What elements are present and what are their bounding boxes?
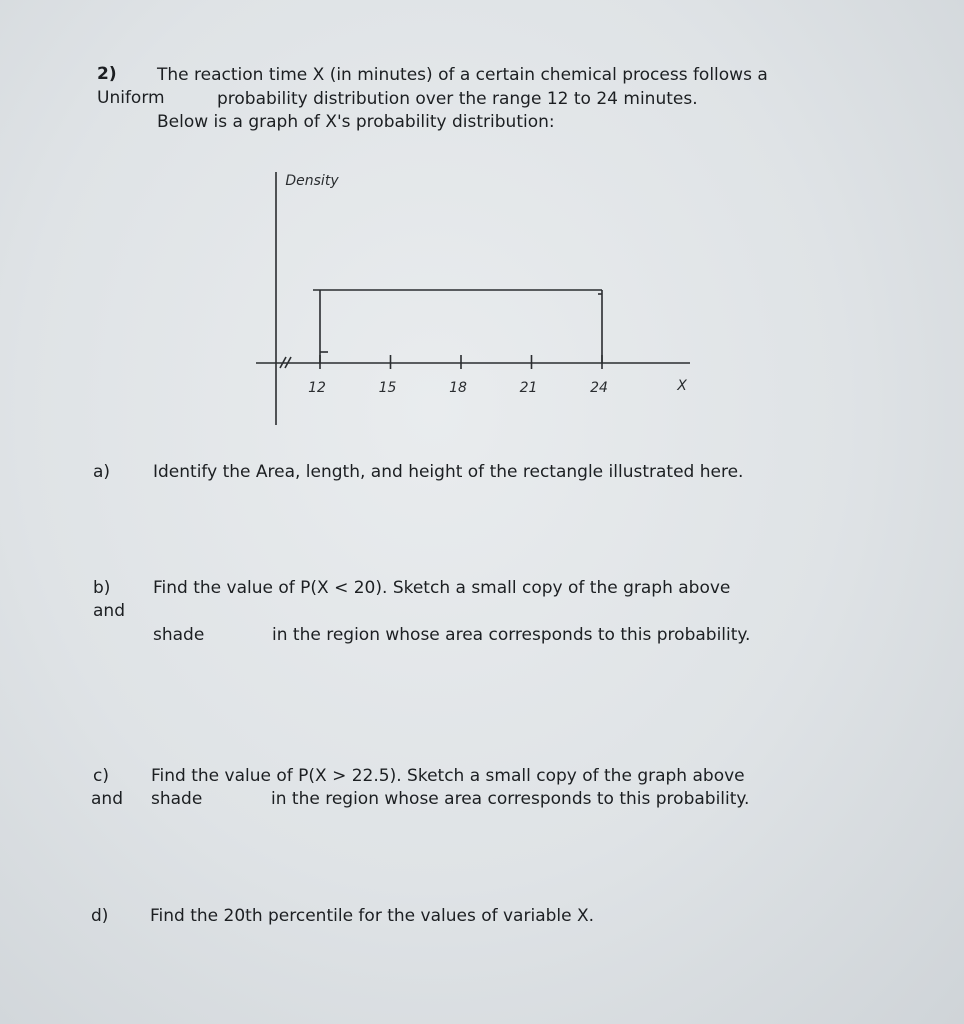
question-c-and: and	[91, 789, 123, 809]
question-b-and: and	[93, 601, 125, 621]
problem-statement-line-1: The reaction time X (in minutes) of a certain chemical process follows a	[157, 65, 768, 85]
x-tick-label-18: 18	[449, 380, 467, 396]
question-b-shade: shade	[153, 625, 205, 645]
x-tick-label-21: 21	[519, 380, 538, 396]
y-axis-label: Density	[285, 173, 339, 189]
question-c-label: c)	[93, 766, 109, 786]
question-b-text-line-2: in the region whose area corresponds to this probability.	[272, 625, 751, 645]
question-b-label: b)	[93, 578, 111, 598]
x-tick-label-15: 15	[378, 380, 397, 396]
x-axis-label: X	[677, 378, 687, 394]
question-b-text-line-1: Find the value of P(X < 20). Sketch a small copy of the graph above	[153, 578, 731, 598]
question-d-text: Find the 20th percentile for the values of variable X.	[150, 906, 595, 926]
problem-statement-word-uniform: Uniform	[97, 88, 165, 108]
problem-statement-line-3: Below is a graph of X's probability distribution:	[157, 112, 555, 132]
question-c-text-line-1: Find the value of P(X > 22.5). Sketch a small copy of the graph above	[151, 766, 745, 786]
problem-number: 2)	[97, 64, 117, 84]
question-a-text: Identify the Area, length, and height of the rectangle illustrated here.	[153, 462, 744, 482]
problem-statement-line-2: probability distribution over the range 12 to 24 minutes.	[217, 89, 698, 109]
question-a-label: a)	[93, 462, 111, 482]
x-tick-label-12: 12	[308, 380, 326, 396]
question-c-shade: shade	[151, 789, 203, 809]
x-tick-label-24: 24	[590, 380, 608, 396]
question-c-text-line-2: in the region whose area corresponds to this probability.	[271, 789, 750, 809]
question-d-label: d)	[91, 906, 109, 926]
